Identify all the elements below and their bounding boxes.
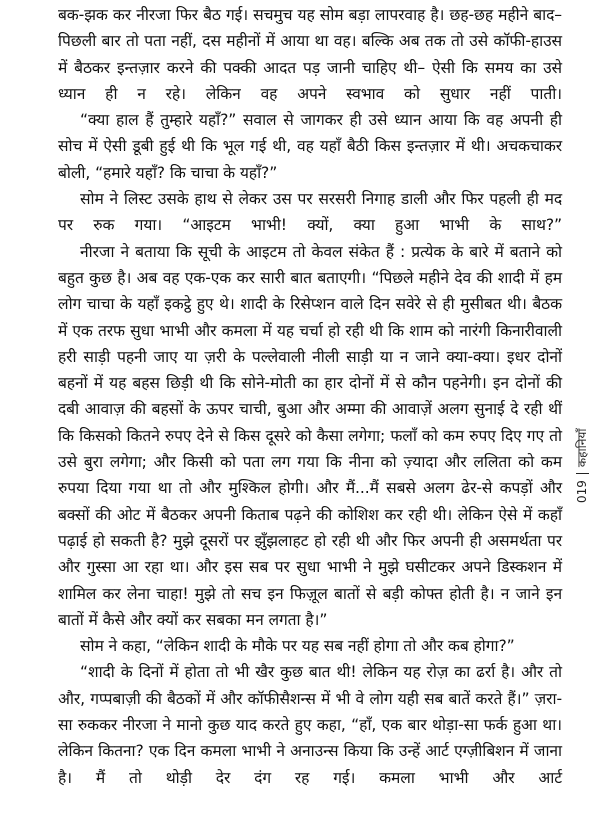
paragraph-2: “क्या हाल हैं तुम्हारे यहाँ?” सवाल से जागकर ही उसे ध्यान आया कि वह अपनी ही सोच में ऐसी डूबी हुई थी कि भूल गई थी, वह यहाँ बैठी किस इन्तज़ार में थी। अचकचाकर बोली, “हमारे यहाँ? कि चाचा के यहाँ?”: [58, 111, 562, 182]
section-title: कहानियाँ: [575, 428, 589, 468]
page-margin-label: [573, 383, 591, 503]
paragraph-5: सोम ने कहा, “लेकिन शादी के मौके पर यह सब नहीं होगा तो और कब होगा?”: [80, 637, 515, 656]
paragraph-4: नीरजा ने बताया कि सूची के आइटम तो केवल संकेत हैं : प्रत्येक के बारे में बताने को बहुत कुछ है। अब वह एक-एक कर सारी बात बताएगी। “पिछले महीने देव की शादी में हम लोग चाचा के यहाँ इकट्ठे हुए थे। शादी के रिसेप्शन वाले दिन सवेरे से ही मुसीबत थी। बैठक में एक तरफ सुधा भाभी और कमला में यह चर्चा हो रही थी कि शाम को नारंगी किनारीवाली हरी साड़ी पहनी जाए या ज़री के पल्लेवाली नीली साड़ी या न जाने क्या-क्या। इधर दोनों बहनों में यह बहस छिड़ी थी कि सोने-मोती का हार दोनों में से कौन पहनेगी। इन दोनों की दबी आवाज़ की बहसों के ऊपर चाची, बुआ और अम्मा की आवाज़ें अलग सुनाई दे रही थीं कि किसको कितने रुपए देने से किस दूसरे को कैसा लगेगा; फलाँ को कम रुपए दिए गए तो उसे बुरा लगेगा; और किसी को पता लग गया कि नीना को ज़्यादा और ललिता को कम रुपया दिया गया था तो और मुश्किल होगी। और मैं...मैं सबसे अलग ढेर-से कपड़ों और बक्सों की ओट में बैठकर अपनी किताब पढ़ने की कोशिश कर रही थी। लेकिन ऐसे में कहाँ पढ़ाई हो सकती है? मुझे दूसरों पर झुँझलाहट हो रही थी और फिर अपनी ही असमर्थता पर और गुस्सा आ रहा था। और इस सब पर सुधा भाभी ने मुझे घसीटकर अपने डिस्कशन में शामिल कर लेना चाहा! मुझे तो सच इन फिज़ूल बातों से बड़ी कोफ्त होती है। न जाने इन बातों में कैसे और क्यों कर सबका मन लगता है।”: [58, 242, 562, 629]
page-number: 019: [575, 480, 589, 503]
page-label-divider: [576, 473, 589, 474]
paragraph-1: बक-झक कर नीरजा फिर बैठ गई। सचमुच यह सोम बड़ा लापरवाह है। छह-छह महीने बाद– पिछली बार तो पता नहीं, दस महीनों में आया था वह। बल्कि अब तक तो उसे कॉफी-हाउस में बैठकर इन्तज़ार करने की पक्की आदत पड़ जानी चाहिए थी– ऐसी कि समय का उसे ध्यान ही न रहे। लेकिन वह अपने स्वभाव को सुधार नहीं पाती।: [58, 6, 562, 103]
paragraph-3: सोम ने लिस्ट उसके हाथ से लेकर उस पर सरसरी निगाह डाली और फिर पहली ही मद पर रुक गया। “आइटम भाभी! क्यों, क्या हुआ भाभी के साथ?”: [58, 190, 562, 235]
paragraph-6: “शादी के दिनों में होता तो भी खैर कुछ बात थी! लेकिन यह रोज़ का ढर्रा है। और तो और, गप्पबाज़ी की बैठकों में और कॉफीसैशन्स में भी वे लोग यही सब बातें करते हैं।” ज़रा-सा रुककर नीरजा ने मानो कुछ याद करते हुए कहा, “हाँ, एक बार थोड़ा-सा फर्क हुआ था। लेकिन कितना? एक दिन कमला भाभी ने अनाउन्स किया कि उन्हें आर्ट एग्ज़ीबिशन में जाना है। मैं तो थोड़ी देर दंग रह गई। कमला भाभी और आर्ट: [58, 663, 562, 787]
text-column: [58, 2, 562, 791]
